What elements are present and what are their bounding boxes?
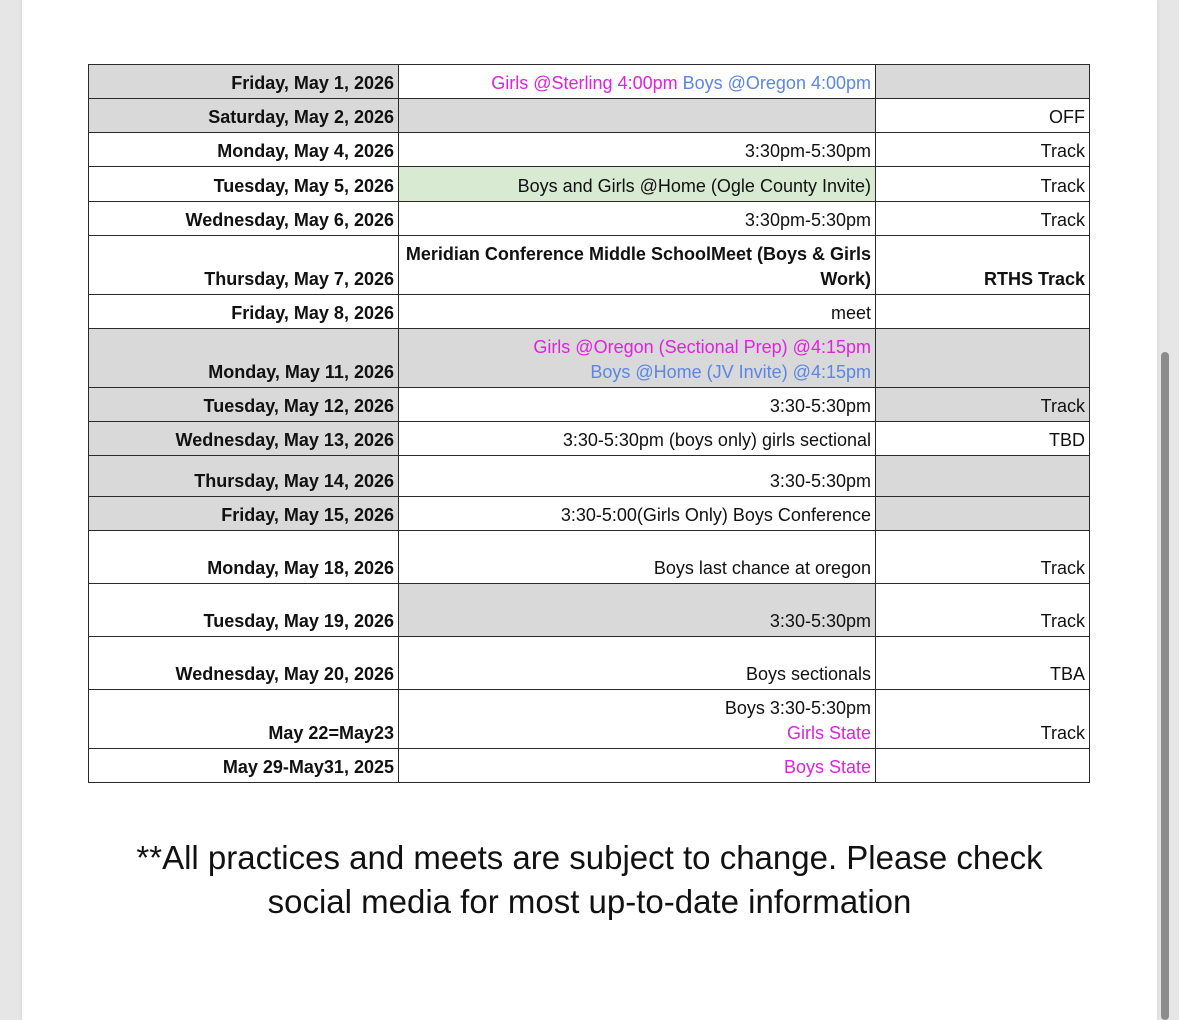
event-text-boys: Boys @Home (JV Invite) @4:15pm — [590, 362, 871, 382]
event-cell: 3:30-5:30pm — [399, 584, 876, 637]
location-cell: Track — [876, 531, 1090, 584]
date-cell: Tuesday, May 19, 2026 — [89, 584, 399, 637]
schedule-table — [88, 64, 1090, 783]
location-cell — [876, 329, 1090, 388]
date-cell: Tuesday, May 5, 2026 — [89, 167, 399, 202]
table-row — [89, 295, 1090, 329]
event-cell: 3:30pm-5:30pm — [399, 133, 876, 167]
date-cell: Friday, May 15, 2026 — [89, 497, 399, 531]
date-cell: Friday, May 1, 2026 — [89, 65, 399, 99]
table-row — [89, 236, 1090, 295]
location-cell: TBA — [876, 637, 1090, 690]
date-cell: Saturday, May 2, 2026 — [89, 99, 399, 133]
table-row — [89, 388, 1090, 422]
table-row — [89, 749, 1090, 783]
date-cell: Wednesday, May 20, 2026 — [89, 637, 399, 690]
location-cell: Track — [876, 388, 1090, 422]
event-cell — [399, 99, 876, 133]
table-row — [89, 167, 1090, 202]
location-cell: Track — [876, 167, 1090, 202]
event-cell: Boys and Girls @Home (Ogle County Invite) — [399, 167, 876, 202]
event-cell: 3:30pm-5:30pm — [399, 202, 876, 236]
location-cell — [876, 749, 1090, 783]
event-cell — [399, 65, 876, 99]
location-cell: Track — [876, 690, 1090, 749]
location-cell: TBD — [876, 422, 1090, 456]
date-cell: Wednesday, May 13, 2026 — [89, 422, 399, 456]
date-cell: Wednesday, May 6, 2026 — [89, 202, 399, 236]
table-row — [89, 690, 1090, 749]
event-text-boys: Boys 3:30-5:30pm — [724, 698, 871, 718]
event-cell: Boys last chance at oregon — [399, 531, 876, 584]
event-cell: Meridian Conference Middle SchoolMeet (Boys & Girls Work) — [399, 236, 876, 295]
table-row — [89, 497, 1090, 531]
disclaimer-note — [22, 836, 1157, 924]
date-cell: Thursday, May 14, 2026 — [89, 456, 399, 497]
date-cell: May 29-May31, 2025 — [89, 749, 399, 783]
event-cell — [399, 690, 876, 749]
event-cell: Boys State — [399, 749, 876, 783]
table-row — [89, 637, 1090, 690]
table-row — [89, 584, 1090, 637]
location-cell: Track — [876, 584, 1090, 637]
event-cell: meet — [399, 295, 876, 329]
date-cell: Friday, May 8, 2026 — [89, 295, 399, 329]
event-cell: Boys sectionals — [399, 637, 876, 690]
location-cell — [876, 456, 1090, 497]
event-cell: 3:30-5:30pm — [399, 456, 876, 497]
event-cell: 3:30-5:30pm — [399, 388, 876, 422]
location-cell: OFF — [876, 99, 1090, 133]
table-row — [89, 422, 1090, 456]
event-text-boys: Boys @Oregon 4:00pm — [682, 73, 871, 93]
date-cell: Monday, May 11, 2026 — [89, 329, 399, 388]
table-row — [89, 99, 1090, 133]
location-cell — [876, 65, 1090, 99]
event-text-girls: Girls @Sterling 4:00pm — [491, 73, 678, 93]
table-row — [89, 456, 1090, 497]
table-row — [89, 65, 1090, 99]
event-cell: 3:30-5:00(Girls Only) Boys Conference — [399, 497, 876, 531]
table-row — [89, 329, 1090, 388]
table-row — [89, 202, 1090, 236]
location-cell — [876, 497, 1090, 531]
location-cell: Track — [876, 133, 1090, 167]
table-row — [89, 531, 1090, 584]
event-cell: 3:30-5:30pm (boys only) girls sectional — [399, 422, 876, 456]
date-cell: May 22=May23 — [89, 690, 399, 749]
disclaimer-line-1: **All practices and meets are subject to change. Please check — [136, 839, 1043, 876]
location-cell: Track — [876, 202, 1090, 236]
event-text-girls: Girls State — [786, 723, 871, 743]
table-row — [89, 133, 1090, 167]
event-text-girls: Girls @Oregon (Sectional Prep) @4:15pm — [533, 337, 871, 357]
location-cell: RTHS Track — [876, 236, 1090, 295]
location-cell — [876, 295, 1090, 329]
date-cell: Monday, May 4, 2026 — [89, 133, 399, 167]
scrollbar-thumb[interactable] — [1161, 352, 1169, 1020]
date-cell: Thursday, May 7, 2026 — [89, 236, 399, 295]
disclaimer-line-2: social media for most up-to-date information — [267, 883, 912, 920]
date-cell: Tuesday, May 12, 2026 — [89, 388, 399, 422]
event-cell — [399, 329, 876, 388]
date-cell: Monday, May 18, 2026 — [89, 531, 399, 584]
